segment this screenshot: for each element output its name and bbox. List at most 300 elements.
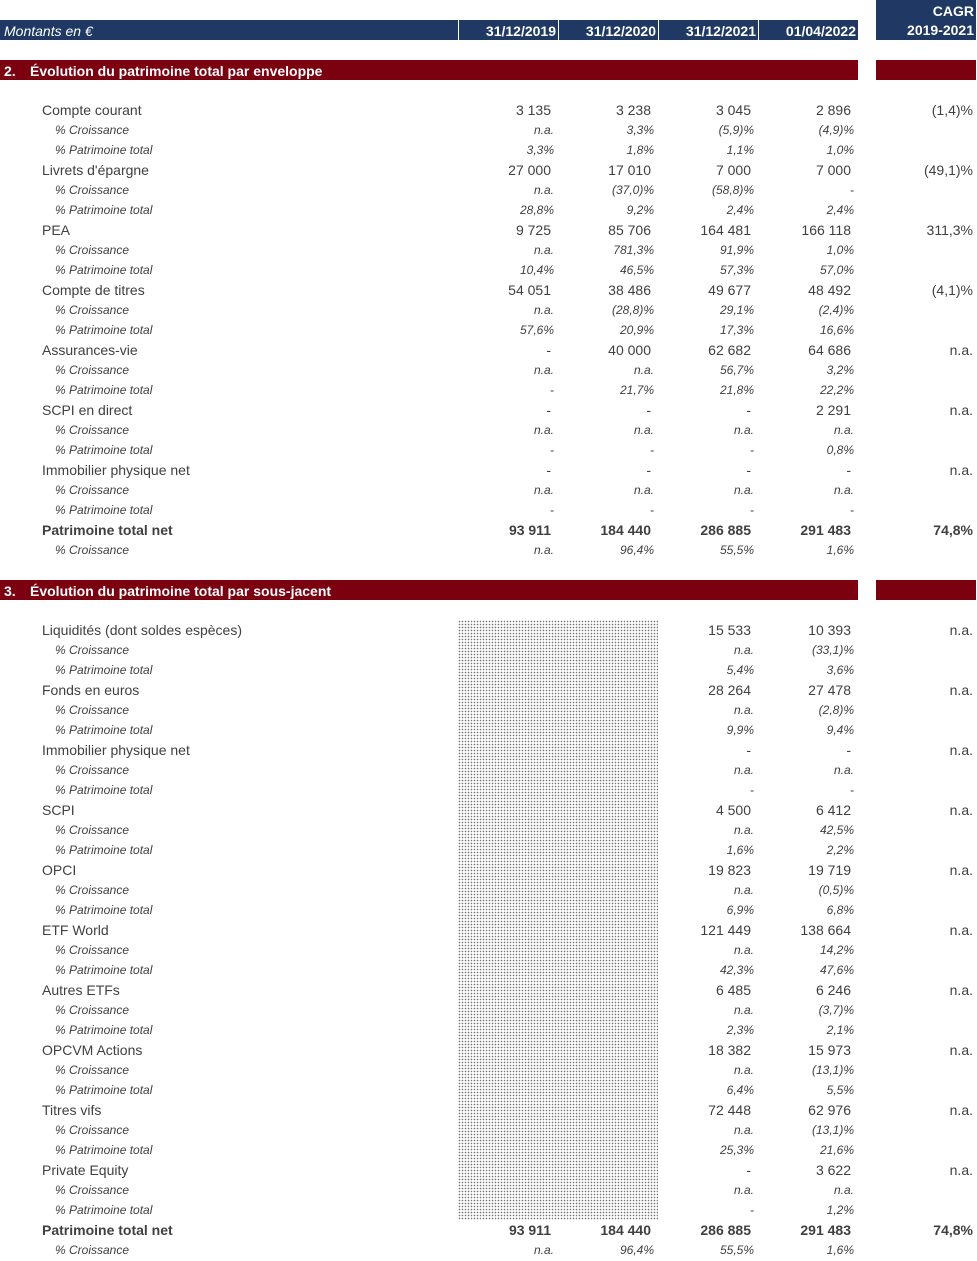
row-label-croissance: % Croissance — [55, 183, 130, 197]
value-cell-2022: (2,8)% — [818, 703, 854, 717]
value-cell-2020: (37,0)% — [611, 183, 654, 197]
ratio-row — [0, 380, 977, 400]
table-row — [0, 620, 977, 640]
value-cell-2021: 72 448 — [708, 1102, 751, 1118]
cagr-cell: n.a. — [949, 982, 973, 998]
value-cell-2022: 16,6% — [819, 323, 854, 337]
ratio-row — [0, 500, 977, 520]
value-cell-2022: 291 483 — [800, 1222, 851, 1238]
table-row — [0, 340, 977, 360]
value-cell-2019: 28,8% — [519, 203, 554, 217]
cagr-cell: (4,1)% — [931, 282, 973, 298]
section-3-band-cagr — [876, 580, 976, 600]
ratio-row — [0, 840, 977, 860]
cagr-cell: n.a. — [949, 622, 973, 638]
ratio-row — [0, 1240, 977, 1260]
row-label-patrimoine-total: % Patrimoine total — [55, 1143, 153, 1157]
value-cell-2019: - — [546, 402, 551, 418]
row-label-patrimoine-total: % Patrimoine total — [55, 143, 153, 157]
row-label-livrets-d-epargne: Livrets d'épargne — [42, 162, 149, 178]
cagr-cell: n.a. — [949, 1162, 973, 1178]
ratio-row — [0, 1200, 977, 1220]
section-3-number: 3. — [4, 583, 16, 599]
row-label-croissance: % Croissance — [55, 1003, 130, 1017]
header-date-2021: 31/12/2021 — [685, 23, 756, 39]
value-cell-2021: 49 677 — [708, 282, 751, 298]
value-cell-2022: - — [850, 503, 854, 517]
row-label-croissance: % Croissance — [55, 823, 130, 837]
value-cell-2020: 3 238 — [615, 102, 651, 118]
ratio-row — [0, 780, 977, 800]
value-cell-2020: - — [650, 503, 654, 517]
row-label-croissance: % Croissance — [55, 763, 130, 777]
value-cell-2021: 121 449 — [700, 922, 751, 938]
value-cell-2020: (28,8)% — [611, 303, 654, 317]
section-3-title: Évolution du patrimoine total par sous-jacent — [30, 583, 332, 599]
ratio-row — [0, 320, 977, 340]
value-cell-2022: n.a. — [833, 1183, 854, 1197]
value-cell-2021: 9,9% — [726, 723, 754, 737]
ratio-row — [0, 1020, 977, 1040]
value-cell-2021: n.a. — [733, 823, 754, 837]
ratio-row — [0, 960, 977, 980]
table-row — [0, 1160, 977, 1180]
value-cell-2019: n.a. — [533, 363, 554, 377]
row-label-croissance: % Croissance — [55, 543, 130, 557]
ratio-row — [0, 480, 977, 500]
value-cell-2019: n.a. — [533, 243, 554, 257]
row-label-opcvm-actions: OPCVM Actions — [42, 1042, 143, 1058]
value-cell-2021: 42,3% — [719, 963, 754, 977]
value-cell-2020: 184 440 — [600, 522, 651, 538]
ratio-row — [0, 420, 977, 440]
value-cell-2022: 21,6% — [819, 1143, 854, 1157]
value-cell-2022: 3 622 — [815, 1162, 851, 1178]
row-label-assurances-vie: Assurances-vie — [42, 342, 138, 358]
cagr-cell: n.a. — [949, 682, 973, 698]
value-cell-2022: 62 976 — [808, 1102, 851, 1118]
value-cell-2020: 20,9% — [619, 323, 654, 337]
value-cell-2021: 2,4% — [726, 203, 754, 217]
ratio-row — [0, 180, 977, 200]
ratio-row — [0, 700, 977, 720]
value-cell-2020: n.a. — [633, 483, 654, 497]
value-cell-2021: - — [746, 462, 751, 478]
ratio-row — [0, 1000, 977, 1020]
value-cell-2021: 164 481 — [700, 222, 751, 238]
value-cell-2021: - — [750, 783, 754, 797]
ratio-row — [0, 1180, 977, 1200]
table-row — [0, 220, 977, 240]
cagr-cell: n.a. — [949, 462, 973, 478]
value-cell-2019: 27 000 — [508, 162, 551, 178]
value-cell-2021: 91,9% — [719, 243, 754, 257]
value-cell-2021: 1,1% — [726, 143, 754, 157]
value-cell-2022: 19 719 — [808, 862, 851, 878]
row-label-patrimoine-total: % Patrimoine total — [55, 1203, 153, 1217]
row-label-compte-courant: Compte courant — [42, 102, 142, 118]
value-cell-2022: (13,1)% — [811, 1123, 854, 1137]
row-label-croissance: % Croissance — [55, 303, 130, 317]
value-cell-2020: - — [646, 402, 651, 418]
value-cell-2022: 6 412 — [815, 802, 851, 818]
row-label-croissance: % Croissance — [55, 123, 130, 137]
row-label-fonds-en-euros: Fonds en euros — [42, 682, 140, 698]
cagr-cell: n.a. — [949, 1102, 973, 1118]
row-label-liquidites-dont-soldes-especes: Liquidités (dont soldes espèces) — [42, 622, 243, 638]
row-label-croissance: % Croissance — [55, 703, 130, 717]
value-cell-2020: n.a. — [633, 363, 654, 377]
value-cell-2022: 1,0% — [826, 143, 854, 157]
value-cell-2022: 1,6% — [826, 543, 854, 557]
row-label-patrimoine-total-net: Patrimoine total net — [42, 1222, 173, 1238]
table-row — [0, 800, 977, 820]
value-cell-2021: - — [750, 443, 754, 457]
table-row — [0, 980, 977, 1000]
table-row — [0, 460, 977, 480]
value-cell-2020: n.a. — [633, 423, 654, 437]
row-label-patrimoine-total: % Patrimoine total — [55, 1083, 153, 1097]
row-label-croissance: % Croissance — [55, 243, 130, 257]
value-cell-2019: 3,3% — [526, 143, 554, 157]
ratio-row — [0, 260, 977, 280]
row-label-croissance: % Croissance — [55, 483, 130, 497]
ratio-row — [0, 940, 977, 960]
value-cell-2020: 17 010 — [608, 162, 651, 178]
row-label-croissance: % Croissance — [55, 643, 130, 657]
table-row — [0, 680, 977, 700]
value-cell-2020: 1,8% — [626, 143, 654, 157]
header-date-2022: 01/04/2022 — [785, 23, 856, 39]
value-cell-2021: (5,9)% — [718, 123, 754, 137]
row-label-pea: PEA — [42, 222, 71, 238]
value-cell-2019: 3 135 — [515, 102, 551, 118]
value-cell-2019: - — [546, 342, 551, 358]
value-cell-2021: n.a. — [733, 1063, 754, 1077]
value-cell-2019: n.a. — [533, 423, 554, 437]
value-cell-2022: 2,2% — [826, 843, 854, 857]
value-cell-2022: 3,2% — [826, 363, 854, 377]
value-cell-2020: 85 706 — [608, 222, 651, 238]
value-cell-2021: n.a. — [733, 943, 754, 957]
value-cell-2022: 2 291 — [815, 402, 851, 418]
header-date-2020: 31/12/2020 — [585, 23, 656, 39]
value-cell-2021: - — [750, 1203, 754, 1217]
ratio-row — [0, 440, 977, 460]
value-cell-2020: 9,2% — [626, 203, 654, 217]
value-cell-2019: 57,6% — [519, 323, 554, 337]
row-label-patrimoine-total: % Patrimoine total — [55, 383, 153, 397]
row-label-patrimoine-total-net: Patrimoine total net — [42, 522, 173, 538]
value-cell-2021: 21,8% — [719, 383, 754, 397]
value-cell-2022: 42,5% — [819, 823, 854, 837]
value-cell-2020: 3,3% — [626, 123, 654, 137]
value-cell-2019: n.a. — [533, 1243, 554, 1257]
value-cell-2021: 55,5% — [719, 543, 754, 557]
value-cell-2021: 6,4% — [726, 1083, 754, 1097]
value-cell-2020: - — [646, 462, 651, 478]
ratio-row — [0, 1060, 977, 1080]
value-cell-2020: 38 486 — [608, 282, 651, 298]
value-cell-2019: n.a. — [533, 543, 554, 557]
value-cell-2022: - — [846, 462, 851, 478]
ratio-row — [0, 1080, 977, 1100]
row-label-patrimoine-total: % Patrimoine total — [55, 723, 153, 737]
value-cell-2022: (13,1)% — [811, 1063, 854, 1077]
cagr-cell: n.a. — [949, 342, 973, 358]
table-row — [0, 740, 977, 760]
value-cell-2022: (2,4)% — [818, 303, 854, 317]
row-label-immobilier-physique-net: Immobilier physique net — [42, 462, 190, 478]
value-cell-2022: 0,8% — [826, 443, 854, 457]
value-cell-2022: 14,2% — [819, 943, 854, 957]
ratio-row — [0, 120, 977, 140]
value-cell-2022: 9,4% — [826, 723, 854, 737]
value-cell-2022: 2 896 — [815, 102, 851, 118]
value-cell-2021: 1,6% — [726, 843, 754, 857]
cagr-cell: (1,4)% — [931, 102, 973, 118]
row-label-private-equity: Private Equity — [42, 1162, 129, 1178]
row-label-croissance: % Croissance — [55, 1063, 130, 1077]
value-cell-2019: 9 725 — [515, 222, 551, 238]
value-cell-2022: n.a. — [833, 763, 854, 777]
ratio-row — [0, 140, 977, 160]
row-label-croissance: % Croissance — [55, 1183, 130, 1197]
amounts-unit-label: Montants en € — [4, 23, 93, 39]
value-cell-2020: 21,7% — [619, 383, 654, 397]
value-cell-2021: n.a. — [733, 883, 754, 897]
row-label-patrimoine-total: % Patrimoine total — [55, 1023, 153, 1037]
row-label-etf-world: ETF World — [42, 922, 109, 938]
cagr-cell: n.a. — [949, 922, 973, 938]
row-label-compte-de-titres: Compte de titres — [42, 282, 145, 298]
value-cell-2021: 25,3% — [719, 1143, 754, 1157]
value-cell-2022: 22,2% — [819, 383, 854, 397]
value-cell-2021: 5,4% — [726, 663, 754, 677]
value-cell-2022: - — [850, 183, 854, 197]
ratio-row — [0, 760, 977, 780]
value-cell-2020: 781,3% — [613, 243, 654, 257]
ratio-row — [0, 1120, 977, 1140]
row-label-patrimoine-total: % Patrimoine total — [55, 903, 153, 917]
value-cell-2021: 28 264 — [708, 682, 751, 698]
value-cell-2022: 48 492 — [808, 282, 851, 298]
value-cell-2021: n.a. — [733, 643, 754, 657]
cagr-period: 2019-2021 — [907, 22, 974, 38]
value-cell-2022: 47,6% — [819, 963, 854, 977]
value-cell-2022: - — [846, 742, 851, 758]
value-cell-2022: 64 686 — [808, 342, 851, 358]
value-cell-2021: 18 382 — [708, 1042, 751, 1058]
value-cell-2021: n.a. — [733, 1123, 754, 1137]
table-row — [0, 1100, 977, 1120]
value-cell-2022: 10 393 — [808, 622, 851, 638]
value-cell-2022: 6 246 — [815, 982, 851, 998]
row-label-immobilier-physique-net: Immobilier physique net — [42, 742, 190, 758]
value-cell-2020: 40 000 — [608, 342, 651, 358]
value-cell-2022: n.a. — [833, 483, 854, 497]
value-cell-2022: 5,5% — [826, 1083, 854, 1097]
value-cell-2022: 1,2% — [826, 1203, 854, 1217]
cagr-cell: 74,8% — [933, 522, 973, 538]
row-label-patrimoine-total: % Patrimoine total — [55, 503, 153, 517]
ratio-row — [0, 900, 977, 920]
table-row — [0, 400, 977, 420]
value-cell-2020: 96,4% — [619, 1243, 654, 1257]
value-cell-2019: 10,4% — [519, 263, 554, 277]
value-cell-2021: 2,3% — [726, 1023, 754, 1037]
row-label-croissance: % Croissance — [55, 943, 130, 957]
value-cell-2022: 6,8% — [826, 903, 854, 917]
cagr-title: CAGR — [932, 3, 974, 19]
value-cell-2022: 1,0% — [826, 243, 854, 257]
value-cell-2021: - — [746, 402, 751, 418]
value-cell-2022: (3,7)% — [818, 1003, 854, 1017]
value-cell-2022: 138 664 — [800, 922, 851, 938]
cagr-cell: n.a. — [949, 802, 973, 818]
value-cell-2021: 4 500 — [715, 802, 751, 818]
value-cell-2021: 286 885 — [700, 1222, 751, 1238]
value-cell-2021: 6 485 — [715, 982, 751, 998]
value-cell-2020: 184 440 — [600, 1222, 651, 1238]
ratio-row — [0, 880, 977, 900]
value-cell-2022: (0,5)% — [818, 883, 854, 897]
row-label-croissance: % Croissance — [55, 423, 130, 437]
value-cell-2019: n.a. — [533, 303, 554, 317]
value-cell-2022: 291 483 — [800, 522, 851, 538]
total-row — [0, 1220, 977, 1240]
value-cell-2022: 1,6% — [826, 1243, 854, 1257]
value-cell-2019: - — [546, 462, 551, 478]
value-cell-2020: - — [650, 443, 654, 457]
row-label-patrimoine-total: % Patrimoine total — [55, 663, 153, 677]
value-cell-2019: n.a. — [533, 483, 554, 497]
row-label-patrimoine-total: % Patrimoine total — [55, 783, 153, 797]
value-cell-2021: 62 682 — [708, 342, 751, 358]
value-cell-2021: 15 533 — [708, 622, 751, 638]
value-cell-2022: 2,4% — [826, 203, 854, 217]
row-label-croissance: % Croissance — [55, 1123, 130, 1137]
value-cell-2022: n.a. — [833, 423, 854, 437]
ratio-row — [0, 660, 977, 680]
ratio-row — [0, 1140, 977, 1160]
value-cell-2022: 57,0% — [819, 263, 854, 277]
value-cell-2019: 54 051 — [508, 282, 551, 298]
row-label-patrimoine-total: % Patrimoine total — [55, 843, 153, 857]
total-row — [0, 520, 977, 540]
row-label-patrimoine-total: % Patrimoine total — [55, 323, 153, 337]
section-2-number: 2. — [4, 63, 16, 79]
value-cell-2021: 57,3% — [719, 263, 754, 277]
cagr-cell: n.a. — [949, 402, 973, 418]
row-label-patrimoine-total: % Patrimoine total — [55, 203, 153, 217]
value-cell-2022: - — [850, 783, 854, 797]
row-label-patrimoine-total: % Patrimoine total — [55, 263, 153, 277]
value-cell-2019: n.a. — [533, 183, 554, 197]
row-label-scpi-en-direct: SCPI en direct — [42, 402, 133, 418]
value-cell-2021: 29,1% — [719, 303, 754, 317]
value-cell-2021: (58,8)% — [711, 183, 754, 197]
value-cell-2021: 19 823 — [708, 862, 751, 878]
table-row — [0, 920, 977, 940]
value-cell-2019: n.a. — [533, 123, 554, 137]
table-row — [0, 100, 977, 120]
row-label-croissance: % Croissance — [55, 1243, 130, 1257]
ratio-row — [0, 360, 977, 380]
value-cell-2021: 3 045 — [715, 102, 751, 118]
value-cell-2021: n.a. — [733, 1183, 754, 1197]
value-cell-2022: 3,6% — [826, 663, 854, 677]
value-cell-2019: - — [550, 443, 554, 457]
table-row — [0, 860, 977, 880]
value-cell-2019: 93 911 — [508, 1222, 551, 1238]
value-cell-2021: 7 000 — [715, 162, 751, 178]
value-cell-2022: 166 118 — [801, 222, 851, 238]
ratio-row — [0, 300, 977, 320]
value-cell-2021: 6,9% — [726, 903, 754, 917]
section-2-title: Évolution du patrimoine total par enveloppe — [30, 63, 323, 79]
table-row — [0, 160, 977, 180]
value-cell-2021: - — [746, 742, 751, 758]
value-cell-2022: (33,1)% — [811, 643, 854, 657]
header-date-2019: 31/12/2019 — [485, 23, 556, 39]
cagr-cell: n.a. — [949, 1042, 973, 1058]
row-label-patrimoine-total: % Patrimoine total — [55, 963, 153, 977]
value-cell-2022: 2,1% — [826, 1023, 854, 1037]
value-cell-2022: 27 478 — [808, 682, 851, 698]
value-cell-2021: n.a. — [733, 483, 754, 497]
table-row — [0, 280, 977, 300]
cagr-cell: (49,1)% — [923, 162, 973, 178]
value-cell-2019: - — [550, 503, 554, 517]
cagr-cell: 311,3% — [926, 222, 973, 238]
row-label-opci: OPCI — [42, 862, 77, 878]
value-cell-2021: 286 885 — [700, 522, 751, 538]
table-row — [0, 1040, 977, 1060]
ratio-row — [0, 720, 977, 740]
row-label-patrimoine-total: % Patrimoine total — [55, 443, 153, 457]
value-cell-2022: (4,9)% — [818, 123, 854, 137]
ratio-row — [0, 640, 977, 660]
value-cell-2021: - — [746, 1162, 751, 1178]
value-cell-2021: 17,3% — [719, 323, 754, 337]
value-cell-2021: n.a. — [733, 703, 754, 717]
cagr-cell: n.a. — [949, 742, 973, 758]
ratio-row — [0, 240, 977, 260]
value-cell-2021: 56,7% — [719, 363, 754, 377]
value-cell-2022: 7 000 — [815, 162, 851, 178]
value-cell-2020: 46,5% — [619, 263, 654, 277]
value-cell-2019: 93 911 — [508, 522, 551, 538]
ratio-row — [0, 820, 977, 840]
value-cell-2022: 15 973 — [808, 1042, 851, 1058]
row-label-croissance: % Croissance — [55, 883, 130, 897]
value-cell-2021: - — [750, 503, 754, 517]
value-cell-2019: - — [550, 383, 554, 397]
value-cell-2021: n.a. — [733, 1003, 754, 1017]
value-cell-2021: 55,5% — [719, 1243, 754, 1257]
value-cell-2020: 96,4% — [619, 543, 654, 557]
row-label-autres-etfs: Autres ETFs — [42, 982, 120, 998]
cagr-cell: 74,8% — [933, 1222, 973, 1238]
row-label-scpi: SCPI — [42, 802, 75, 818]
value-cell-2021: n.a. — [733, 763, 754, 777]
section-2-band-cagr — [876, 60, 976, 80]
row-label-titres-vifs: Titres vifs — [42, 1102, 102, 1118]
value-cell-2021: n.a. — [733, 423, 754, 437]
ratio-row — [0, 200, 977, 220]
row-label-croissance: % Croissance — [55, 363, 130, 377]
